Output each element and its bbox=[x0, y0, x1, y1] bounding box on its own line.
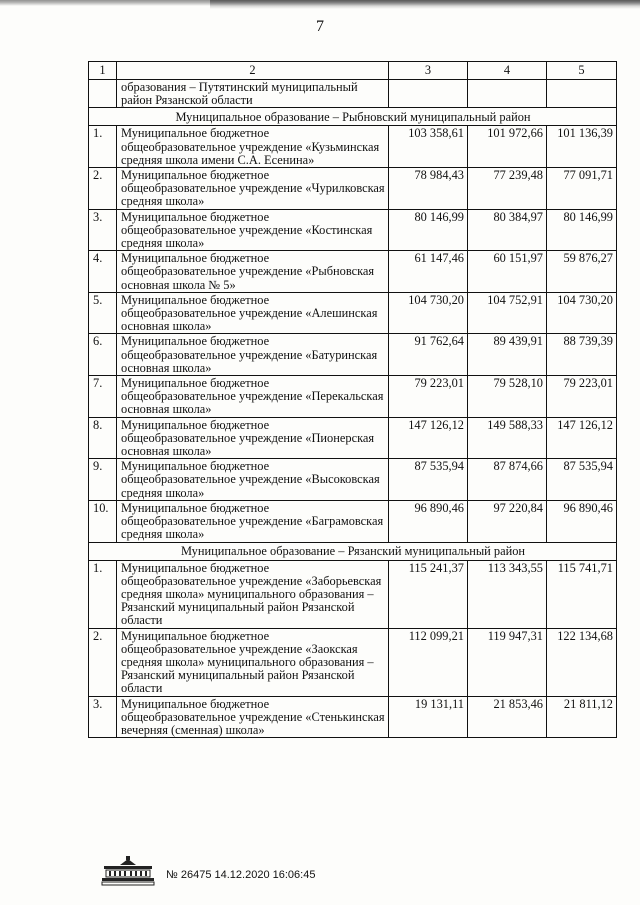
table-row bbox=[89, 696, 617, 738]
institution-name: Муниципальное бюджетное общеобразовательное учреждение «Батуринская основная школа» bbox=[117, 334, 389, 376]
document-registration bbox=[166, 869, 315, 881]
value-col3: 96 890,46 bbox=[389, 500, 468, 542]
row-number: 1. bbox=[89, 560, 117, 628]
table-row bbox=[89, 500, 617, 542]
value-col5: 96 890,46 bbox=[547, 500, 617, 542]
value-col4: 113 343,55 bbox=[468, 560, 547, 628]
table-header-row bbox=[89, 62, 617, 80]
column-header: 5 bbox=[547, 62, 617, 80]
institution-name: Муниципальное бюджетное общеобразовательное учреждение «Высоковская средняя школа» bbox=[117, 459, 389, 501]
value-col4: 97 220,84 bbox=[468, 500, 547, 542]
table-row bbox=[89, 459, 617, 501]
institution-name: Муниципальное бюджетное общеобразовательное учреждение «Перекальская основная школа» bbox=[117, 376, 389, 418]
value-col5: 79 223,01 bbox=[547, 376, 617, 418]
value-col5: 88 739,39 bbox=[547, 334, 617, 376]
table-row bbox=[89, 376, 617, 418]
table-row bbox=[89, 560, 617, 628]
value-col5: 87 535,94 bbox=[547, 459, 617, 501]
institution-name: Муниципальное бюджетное общеобразовательное учреждение «Заборьевская средняя школа» муниципального образования – Рязанский муниципальный район Рязанской области bbox=[117, 560, 389, 628]
value-col4: 149 588,33 bbox=[468, 417, 547, 459]
row-number: 2. bbox=[89, 628, 117, 696]
value-col3: 104 730,20 bbox=[389, 292, 468, 334]
value-col4: 79 528,10 bbox=[468, 376, 547, 418]
value-col3: 112 099,21 bbox=[389, 628, 468, 696]
institution-name: Муниципальное бюджетное общеобразовательное учреждение «Стенькинская вечерняя (сменная) школа» bbox=[117, 696, 389, 738]
row-number: 10. bbox=[89, 500, 117, 542]
row-number: 7. bbox=[89, 376, 117, 418]
value-col3: 19 131,11 bbox=[389, 696, 468, 738]
column-header: 2 bbox=[117, 62, 389, 80]
column-header: 4 bbox=[468, 62, 547, 80]
value-col5: 101 136,39 bbox=[547, 126, 617, 168]
value-col3: 87 535,94 bbox=[389, 459, 468, 501]
section-title: Муниципальное образование – Рыбновский муниципальный район bbox=[89, 108, 617, 126]
institution-name: Муниципальное бюджетное общеобразовательное учреждение «Алешинская основная школа» bbox=[117, 292, 389, 334]
value-col4: 101 972,66 bbox=[468, 126, 547, 168]
row-number: 3. bbox=[89, 209, 117, 251]
value-col4: 80 384,97 bbox=[468, 209, 547, 251]
value-col3: 147 126,12 bbox=[389, 417, 468, 459]
value-col5: 77 091,71 bbox=[547, 168, 617, 210]
table-row bbox=[89, 209, 617, 251]
table-row bbox=[89, 251, 617, 293]
table-row bbox=[89, 126, 617, 168]
doc-number: № 26475 bbox=[166, 869, 212, 881]
value-col3: 79 223,01 bbox=[389, 376, 468, 418]
value-col4: 77 239,48 bbox=[468, 168, 547, 210]
institution-name: Муниципальное бюджетное общеобразовательное учреждение «Костинская средняя школа» bbox=[117, 209, 389, 251]
institution-name: Муниципальное бюджетное общеобразовательное учреждение «Заокская средняя школа» муниципального образования – Рязанский муниципальный район Рязанской области bbox=[117, 628, 389, 696]
table-row bbox=[89, 292, 617, 334]
table-row bbox=[89, 628, 617, 696]
institution-name: Муниципальное бюджетное общеобразовательное учреждение «Баграмовская средняя школа» bbox=[117, 500, 389, 542]
institution-name: Муниципальное бюджетное общеобразовательное учреждение «Чурилковская средняя школа» bbox=[117, 168, 389, 210]
value-col5: 147 126,12 bbox=[547, 417, 617, 459]
value-col3: 61 147,46 bbox=[389, 251, 468, 293]
value-col4: 104 752,91 bbox=[468, 292, 547, 334]
continuation-text: образования – Путятинский муниципальный район Рязанской области bbox=[117, 80, 389, 108]
value-col4: 89 439,91 bbox=[468, 334, 547, 376]
document-footer bbox=[98, 855, 398, 887]
value-col3: 78 984,43 bbox=[389, 168, 468, 210]
page-number: 7 bbox=[316, 18, 324, 35]
value-col4: 119 947,31 bbox=[468, 628, 547, 696]
value-col4: 87 874,66 bbox=[468, 459, 547, 501]
table-row bbox=[89, 334, 617, 376]
value-col5: 59 876,27 bbox=[547, 251, 617, 293]
row-number: 6. bbox=[89, 334, 117, 376]
value-col3: 115 241,37 bbox=[389, 560, 468, 628]
institution-name: Муниципальное бюджетное общеобразовательное учреждение «Кузьминская средняя школа имени С.А. Есенина» bbox=[117, 126, 389, 168]
value-col3: 91 762,64 bbox=[389, 334, 468, 376]
value-col4: 21 853,46 bbox=[468, 696, 547, 738]
value-col5: 80 146,99 bbox=[547, 209, 617, 251]
section-header-row bbox=[89, 542, 617, 560]
value-col5: 21 811,12 bbox=[547, 696, 617, 738]
doc-datetime: 14.12.2020 16:06:45 bbox=[214, 869, 316, 881]
value-col3: 80 146,99 bbox=[389, 209, 468, 251]
row-number: 4. bbox=[89, 251, 117, 293]
section-header-row bbox=[89, 108, 617, 126]
row-number: 1. bbox=[89, 126, 117, 168]
value-col5: 115 741,71 bbox=[547, 560, 617, 628]
row-number: 3. bbox=[89, 696, 117, 738]
budget-table bbox=[88, 61, 617, 738]
column-header: 1 bbox=[89, 62, 117, 80]
institution-name: Муниципальное бюджетное общеобразовательное учреждение «Пионерская основная школа» bbox=[117, 417, 389, 459]
column-header: 3 bbox=[389, 62, 468, 80]
row-number: 9. bbox=[89, 459, 117, 501]
row-number: 8. bbox=[89, 417, 117, 459]
row-number: 2. bbox=[89, 168, 117, 210]
value-col5: 104 730,20 bbox=[547, 292, 617, 334]
value-col3: 103 358,61 bbox=[389, 126, 468, 168]
value-col4: 60 151,97 bbox=[468, 251, 547, 293]
table-row bbox=[89, 168, 617, 210]
value-col5: 122 134,68 bbox=[547, 628, 617, 696]
row-number: 5. bbox=[89, 292, 117, 334]
institution-name: Муниципальное бюджетное общеобразовательное учреждение «Рыбновская основная школа № 5» bbox=[117, 251, 389, 293]
section-title: Муниципальное образование – Рязанский муниципальный район bbox=[89, 542, 617, 560]
government-building-logo-icon bbox=[98, 855, 158, 887]
continuation-row bbox=[89, 80, 617, 108]
scan-edge-shadow-right bbox=[210, 0, 640, 9]
table-row bbox=[89, 417, 617, 459]
